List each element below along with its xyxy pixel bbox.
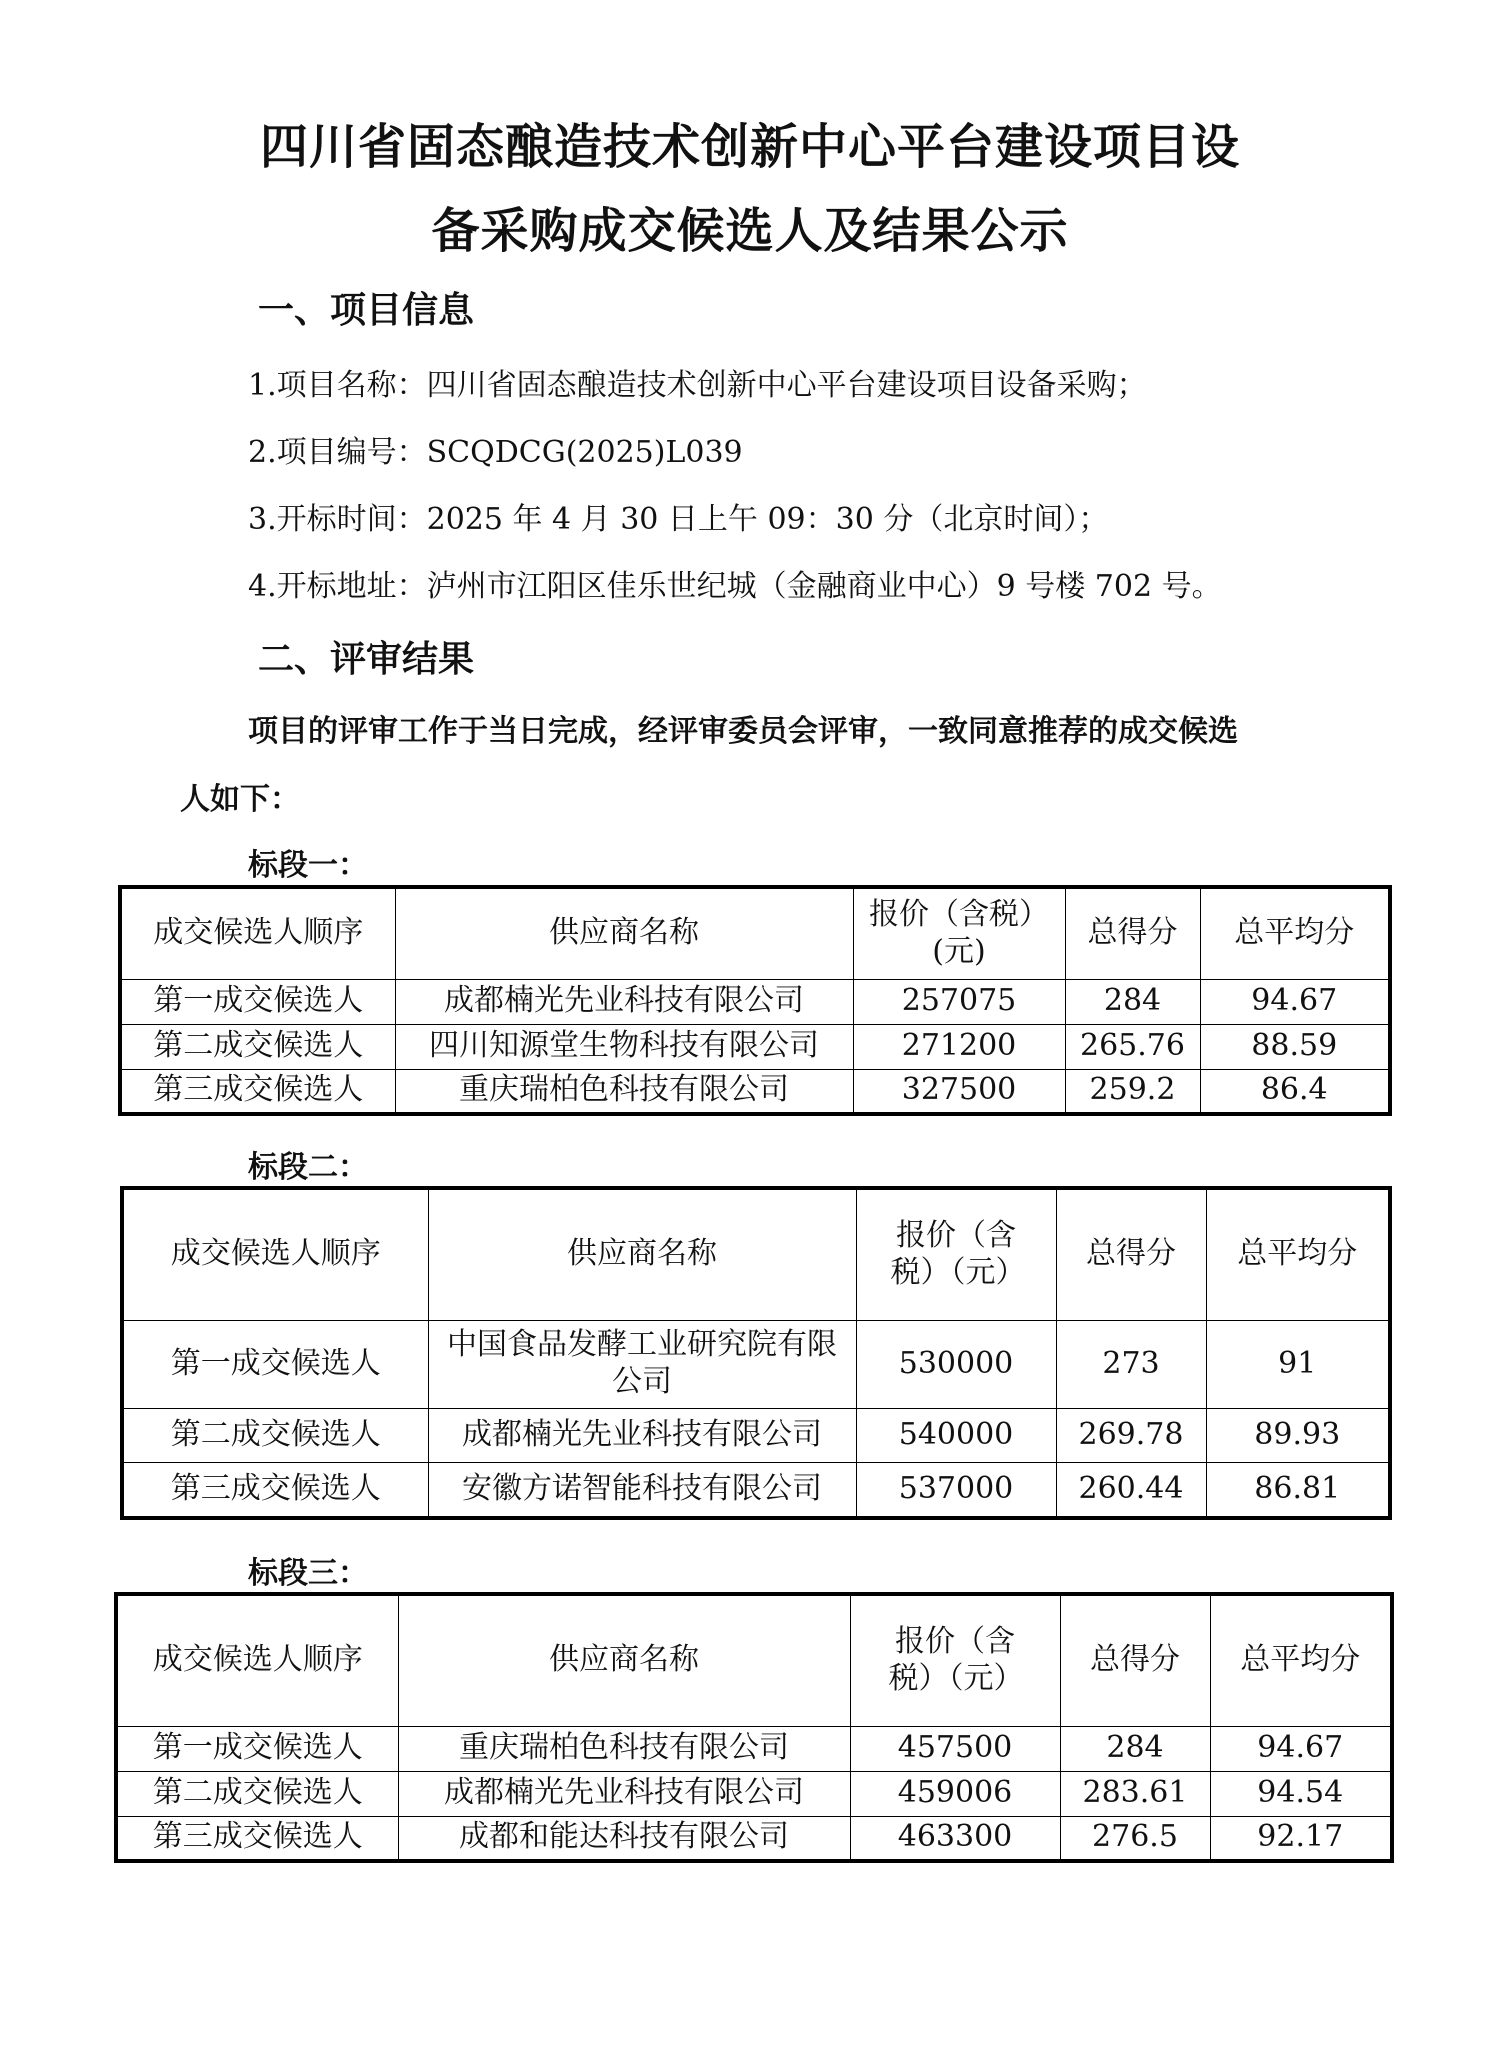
lot2-label: 标段二： [248, 1150, 368, 1185]
doc-title-line2: 备采购成交候选人及结果公示 [431, 203, 1069, 259]
cell-total-score: 284 [1065, 979, 1200, 1024]
cell-order: 第三成交候选人 [116, 1816, 398, 1861]
cell-order: 第一成交候选人 [116, 1726, 398, 1771]
table-row [116, 1816, 1392, 1861]
header-order: 成交候选人顺序 [116, 1594, 398, 1726]
table-row [116, 1726, 1392, 1771]
lot3-table [114, 1592, 1394, 1863]
cell-supplier: 成都楠光先业科技有限公司 [398, 1771, 850, 1816]
cell-supplier: 成都楠光先业科技有限公司 [428, 1408, 856, 1462]
table-row [122, 1462, 1390, 1518]
section1-heading: 一、项目信息 [258, 290, 475, 331]
cell-total-score: 259.2 [1065, 1069, 1200, 1114]
section2-heading: 二、评审结果 [258, 639, 475, 680]
cell-total-score: 265.76 [1065, 1024, 1200, 1069]
header-avg-score: 总平均分 [1200, 887, 1390, 979]
lot1-label: 标段一： [248, 848, 368, 883]
header-price: 报价（含税）（元） [850, 1594, 1060, 1726]
doc-title-line1: 四川省固态酿造技术创新中心平台建设项目设 [259, 119, 1240, 175]
lot3-label: 标段三： [248, 1556, 368, 1591]
table-header-row [116, 1594, 1392, 1726]
header-price: 报价（含税）（元） [856, 1188, 1056, 1320]
header-total-score: 总得分 [1065, 887, 1200, 979]
cell-total-score: 276.5 [1060, 1816, 1210, 1861]
cell-avg-score: 89.93 [1206, 1408, 1390, 1462]
cell-order: 第二成交候选人 [120, 1024, 395, 1069]
cell-order: 第一成交候选人 [122, 1320, 428, 1408]
lot1-table [118, 885, 1392, 1116]
header-total-score: 总得分 [1060, 1594, 1210, 1726]
header-avg-score: 总平均分 [1210, 1594, 1392, 1726]
cell-price: 327500 [853, 1069, 1065, 1114]
cell-total-score: 269.78 [1056, 1408, 1206, 1462]
header-supplier: 供应商名称 [395, 887, 853, 979]
cell-avg-score: 91 [1206, 1320, 1390, 1408]
table-row [120, 979, 1390, 1024]
table-row [116, 1771, 1392, 1816]
review-intro-line1: 项目的评审工作于当日完成，经评审委员会评审，一致同意推荐的成交候选 [248, 714, 1238, 749]
opening-time: 3.开标时间：2025 年 4 月 30 日上午 09：30 分（北京时间）； [248, 502, 1109, 537]
cell-price: 457500 [850, 1726, 1060, 1771]
cell-supplier: 安徽方诺智能科技有限公司 [428, 1462, 856, 1518]
review-intro-line2: 人如下： [180, 782, 300, 817]
cell-price: 257075 [853, 979, 1065, 1024]
cell-price: 540000 [856, 1408, 1056, 1462]
cell-supplier: 四川知源堂生物科技有限公司 [395, 1024, 853, 1069]
cell-avg-score: 86.4 [1200, 1069, 1390, 1114]
project-number: 2.项目编号：SCQDCG(2025)L039 [248, 435, 743, 470]
cell-order: 第二成交候选人 [116, 1771, 398, 1816]
cell-avg-score: 92.17 [1210, 1816, 1392, 1861]
table-row [120, 1069, 1390, 1114]
cell-total-score: 260.44 [1056, 1462, 1206, 1518]
header-avg-score: 总平均分 [1206, 1188, 1390, 1320]
cell-avg-score: 86.81 [1206, 1462, 1390, 1518]
cell-order: 第二成交候选人 [122, 1408, 428, 1462]
cell-avg-score: 94.54 [1210, 1771, 1392, 1816]
table-row [122, 1320, 1390, 1408]
cell-supplier: 成都楠光先业科技有限公司 [395, 979, 853, 1024]
cell-avg-score: 88.59 [1200, 1024, 1390, 1069]
cell-avg-score: 94.67 [1200, 979, 1390, 1024]
project-name: 1.项目名称：四川省固态酿造技术创新中心平台建设项目设备采购； [248, 368, 1147, 403]
table-header-row [120, 887, 1390, 979]
cell-price: 530000 [856, 1320, 1056, 1408]
header-order: 成交候选人顺序 [120, 887, 395, 979]
cell-order: 第三成交候选人 [122, 1462, 428, 1518]
header-supplier: 供应商名称 [428, 1188, 856, 1320]
table-row [120, 1024, 1390, 1069]
opening-address: 4.开标地址：泸州市江阳区佳乐世纪城（金融商业中心）9 号楼 702 号。 [248, 569, 1222, 604]
header-total-score: 总得分 [1056, 1188, 1206, 1320]
cell-avg-score: 94.67 [1210, 1726, 1392, 1771]
cell-order: 第一成交候选人 [120, 979, 395, 1024]
lot2-table [120, 1186, 1392, 1520]
cell-supplier: 重庆瑞柏色科技有限公司 [395, 1069, 853, 1114]
cell-order: 第三成交候选人 [120, 1069, 395, 1114]
table-header-row [122, 1188, 1390, 1320]
cell-total-score: 284 [1060, 1726, 1210, 1771]
cell-supplier: 重庆瑞柏色科技有限公司 [398, 1726, 850, 1771]
cell-price: 463300 [850, 1816, 1060, 1861]
header-order: 成交候选人顺序 [122, 1188, 428, 1320]
cell-price: 537000 [856, 1462, 1056, 1518]
cell-supplier: 成都和能达科技有限公司 [398, 1816, 850, 1861]
cell-price: 459006 [850, 1771, 1060, 1816]
cell-price: 271200 [853, 1024, 1065, 1069]
cell-total-score: 273 [1056, 1320, 1206, 1408]
cell-total-score: 283.61 [1060, 1771, 1210, 1816]
table-row [122, 1408, 1390, 1462]
cell-supplier: 中国食品发酵工业研究院有限公司 [428, 1320, 856, 1408]
header-supplier: 供应商名称 [398, 1594, 850, 1726]
header-price: 报价（含税）(元) [853, 887, 1065, 979]
